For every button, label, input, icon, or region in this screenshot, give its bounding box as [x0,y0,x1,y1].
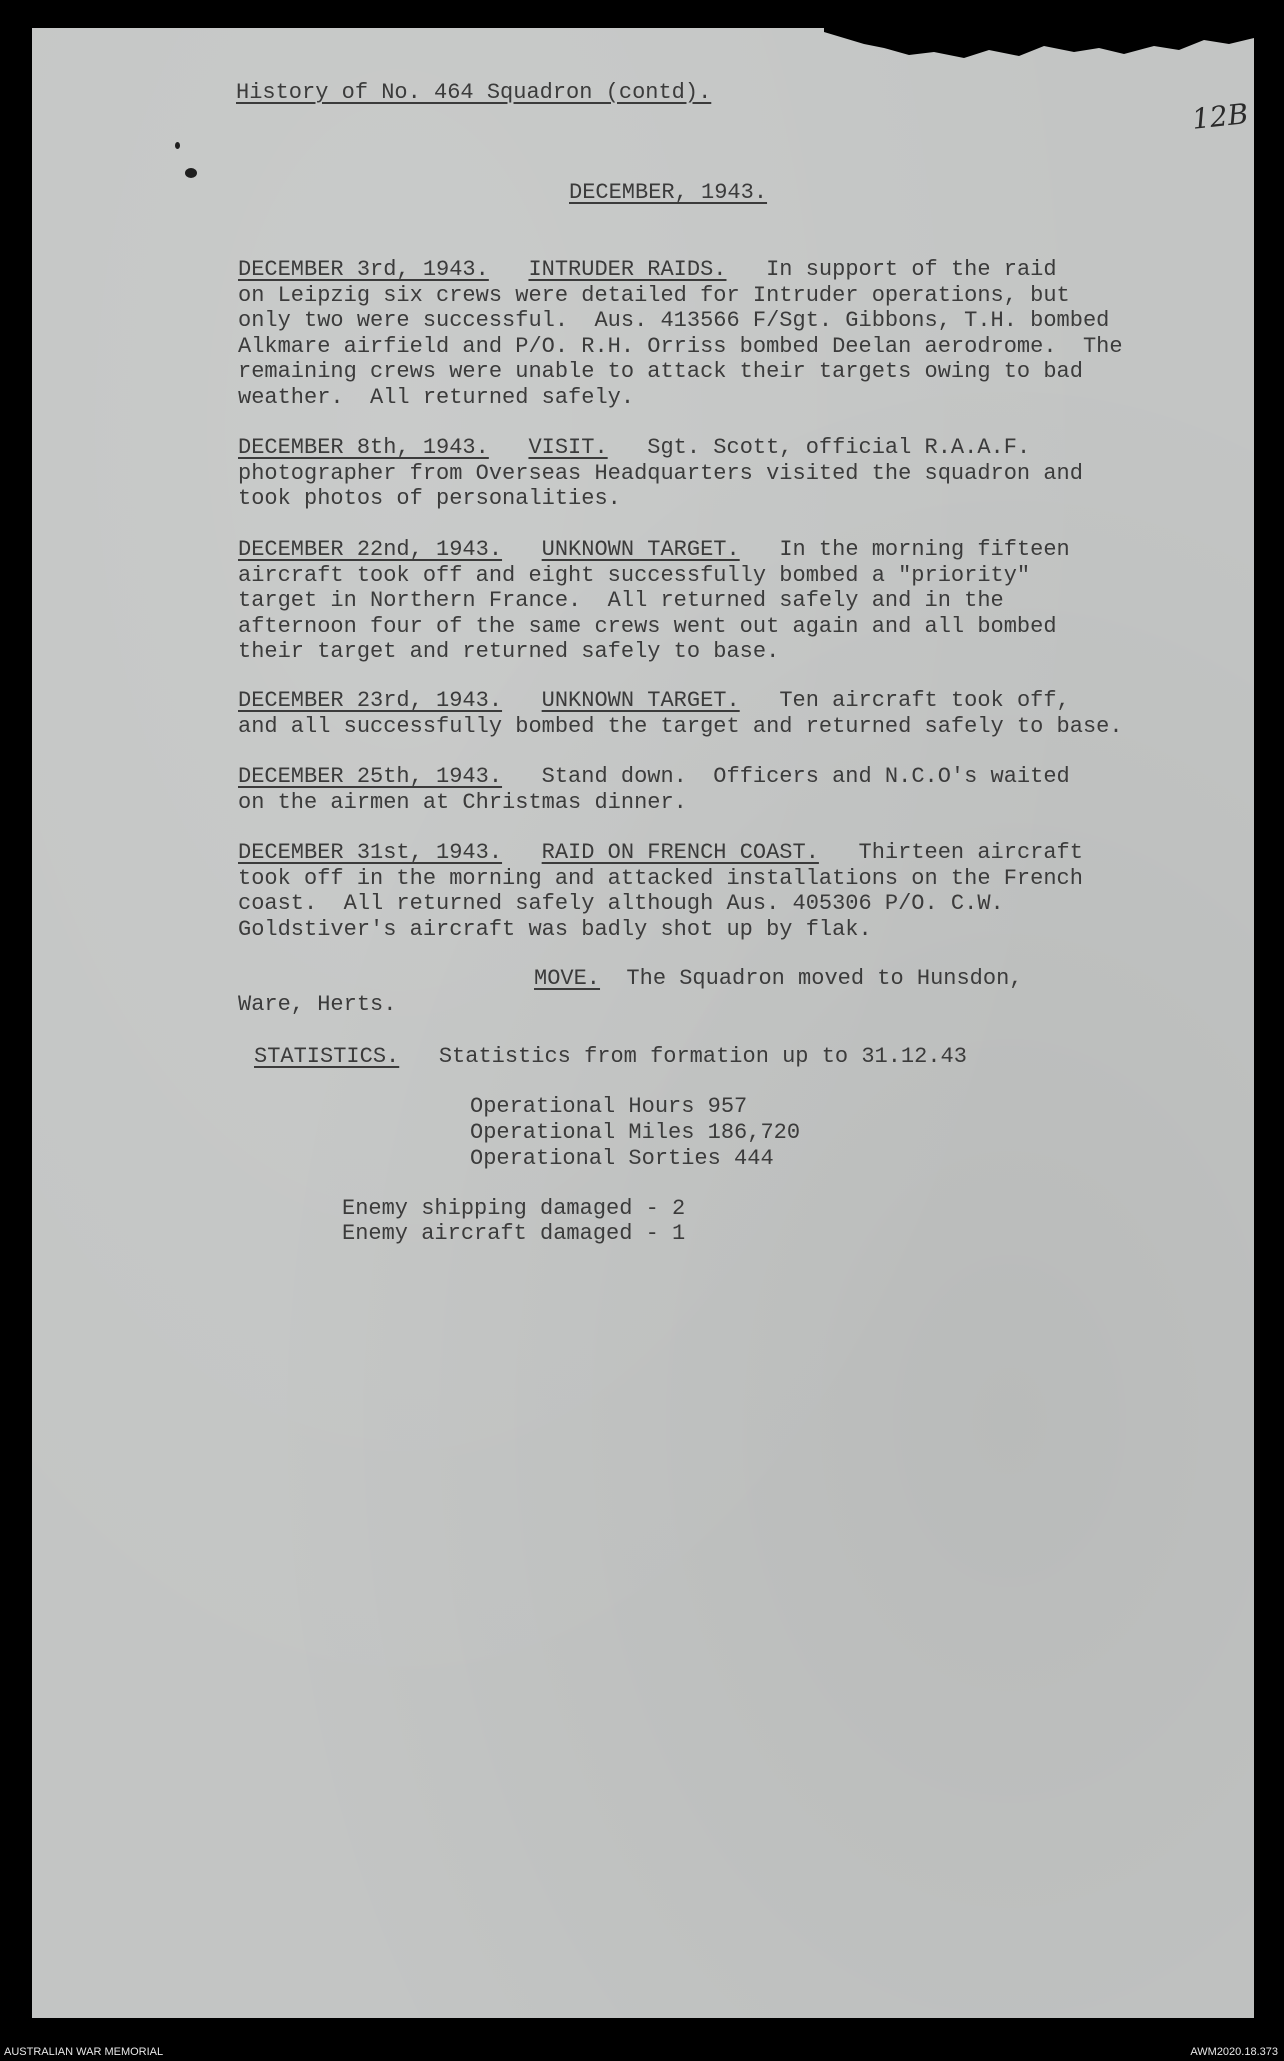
entry-text: took off in the morning and attacked installations on the French [238,865,1083,891]
stat-sorties: Operational Sorties 444 [470,1146,774,1171]
statistics-entry [254,1044,967,1070]
entry-heading: INTRUDER RAIDS. [528,257,727,282]
entry-date: DECEMBER 23rd, 1943. [238,688,503,713]
statistics-heading: STATISTICS. [254,1044,400,1069]
document-page [32,28,1254,2018]
entry-line [238,563,1118,589]
entry-date: DECEMBER 8th, 1943. [238,435,489,460]
entry-heading: VISIT. [528,435,608,460]
entry-text: Alkmare airfield and P/O. R.H. Orriss bombed Deelan aerodrome. The [238,333,1123,359]
entry-heading: RAID ON FRENCH COAST. [541,840,819,865]
entry-line [238,435,1118,461]
document-header: History of No. 464 Squadron (contd). [236,80,712,105]
entry-text: Stand down. Officers and N.C.O's waited [541,764,1070,789]
entry-text: afternoon four of the same crews went out again and all bombed [238,613,1057,639]
entry-date: DECEMBER 31st, 1943. [238,840,503,865]
entry-text: only two were successful. Aus. 413566 F/Sgt. Gibbons, T.H. bombed [238,308,1110,334]
entry-text: coast. All returned safely although Aus. 405306 P/O. C.W. [238,891,1004,917]
entry-text: took photos of personalities. [238,486,621,512]
entry-line [238,308,1118,334]
footer-left: AUSTRALIAN WAR MEMORIAL [4,2046,164,2058]
entry-line [238,840,1118,866]
entry-text: weather. All returned safely. [238,385,635,410]
entry-line [238,537,1118,563]
entry-line [238,790,1118,816]
entry-line [238,385,1118,411]
damage-shipping: Enemy shipping damaged - 2 [342,1196,686,1221]
ink-smudge [185,168,197,178]
entry-line [238,461,1118,487]
entry-text: aircraft took off and eight successfully bombed a "priority" [238,562,1031,588]
move-text: The Squadron moved to Hunsdon, [626,966,1023,991]
entry-text: Sgt. Scott, official R.A.A.F. [647,435,1031,460]
torn-edge [824,28,1254,62]
entry-date: DECEMBER 22nd, 1943. [238,537,503,562]
entry-line [238,688,1118,714]
entry-text: on the airmen at Christmas dinner. [238,789,687,815]
statistics-intro: Statistics from formation up to 31.12.43 [438,1044,967,1069]
entry-line [238,359,1118,385]
entry-line [238,486,1118,512]
folio-number: 12B [1190,97,1250,136]
entry-text: In the morning fifteen [779,537,1070,562]
entry-date: DECEMBER 25th, 1943. [238,764,503,789]
entry-text: on Leipzig six crews were detailed for Intruder operations, but [238,282,1070,308]
entry-text: In support of the raid [766,257,1057,282]
entry-heading: UNKNOWN TARGET. [541,537,740,562]
entry-line [238,588,1118,614]
entry-text: Thirteen aircraft [858,840,1083,865]
move-entry [534,966,1023,992]
stat-hours: Operational Hours 957 [470,1094,748,1119]
entry-line [238,283,1118,309]
entry-line [238,764,1118,790]
damage-aircraft: Enemy aircraft damaged - 1 [342,1221,686,1246]
entry-line [238,614,1118,640]
entry-text: Ten aircraft took off, [779,688,1070,713]
ink-mark [175,142,180,149]
entry-line [238,891,1118,917]
entry-line [238,917,1118,943]
entry-text: Goldstiver's aircraft was badly shot up by flak. [238,916,872,942]
entry-text: target in Northern France. All returned safely and in the [238,588,1004,614]
entry-text: remaining crews were unable to attack their targets owing to bad [238,359,1083,385]
entry-text: and all successfully bombed the target and returned safely to base. [238,713,1123,739]
entry-line [238,866,1118,892]
footer-right: AWM2020.18.373 [1190,2046,1278,2058]
entry-line [238,713,1123,740]
entry-line [238,257,1118,283]
section-title: DECEMBER, 1943. [569,180,768,205]
entry-date: DECEMBER 3rd, 1943. [238,257,489,282]
entry-heading: UNKNOWN TARGET. [541,688,740,713]
entry-line [238,639,1118,665]
entry-text: photographer from Overseas Headquarters visited the squadron and [238,460,1083,486]
move-heading: MOVE. [534,966,601,991]
entry-text: their target and returned safely to base. [238,639,780,665]
stat-miles: Operational Miles 186,720 [470,1120,801,1145]
entry-line [238,333,1123,360]
move-continuation: Ware, Herts. [238,992,397,1017]
